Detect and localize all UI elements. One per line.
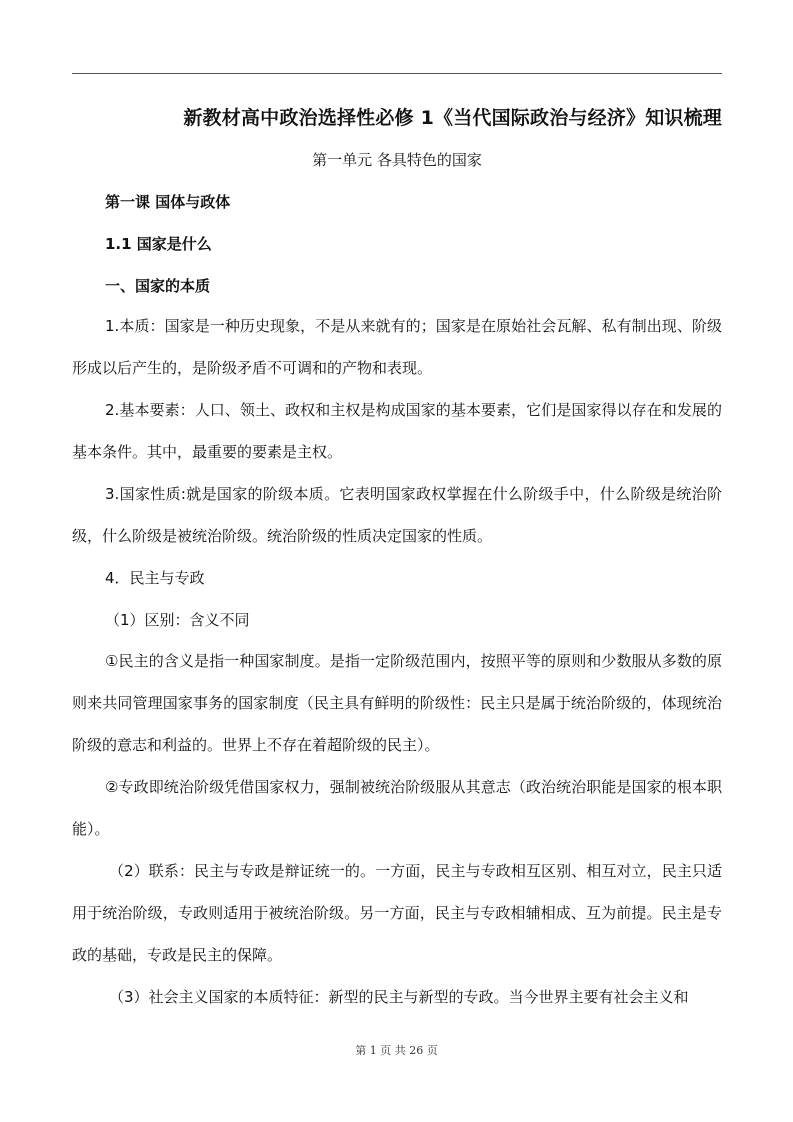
paragraph-dictatorship-meaning: ②专政即统治阶级凭借国家权力，强制被统治阶级服从其意志（政治统治职能是国家的根本职能）。 [72, 778, 722, 838]
paragraph-elements: 2.基本要素：人口、领土、政权和主权是构成国家的基本要素，它们是国家得以存在和发展的基本条件。其中，最重要的要素是主权。 [72, 401, 722, 461]
paragraph-nature: 3.国家性质:就是国家的阶级本质。它表明国家政权掌握在什么阶级手中，什么阶级是统治阶级，什么阶级是被统治阶级。统治阶级的性质决定国家的性质。 [72, 485, 722, 545]
paragraph-relation: （2）联系：民主与专政是辩证统一的。一方面，民主与专政相互区别、相互对立，民主只适用于统治阶级，专政则适用于被统治阶级。另一方面，民主与专政相辅相成、互为前提。民主是专政的基础，专政是民主的保障。 [72, 862, 722, 964]
lesson-heading: 第一课 国体与政体 [105, 193, 231, 211]
democracy-heading: 4．民主与专政 [105, 569, 205, 587]
paragraph-essence: 1.本质：国家是一种历史现象，不是从来就有的；国家是在原始社会瓦解、私有制出现、阶级形成以后产生的，是阶级矛盾不可调和的产物和表现。 [72, 317, 722, 377]
paragraph-socialist: （3）社会主义国家的本质特征：新型的民主与新型的专政。当今世界主要有社会主义和 [109, 988, 689, 1006]
header-rule [72, 73, 722, 74]
subsection-heading: 一、国家的本质 [105, 277, 211, 295]
document-title: 新教材高中政治选择性必修 1《当代国际政治与经济》知识梳理 [183, 107, 722, 129]
paragraph-democracy-meaning: ①民主的含义是指一种国家制度。是指一定阶级范围内，按照平等的原则和少数服从多数的原则来共同管理国家事务的国家制度（民主具有鲜明的阶级性：民主只是属于统治阶级的，体现统治阶级的意志和利益的。世界上不存在着超阶级的民主）。 [72, 652, 722, 754]
section-heading: 1.1 国家是什么 [105, 235, 212, 253]
unit-title: 第一单元 各具特色的国家 [312, 151, 482, 169]
page-footer: 第 1 页 共 26 页 [355, 1044, 438, 1057]
difference-heading: （1）区别：含义不同 [105, 611, 250, 629]
